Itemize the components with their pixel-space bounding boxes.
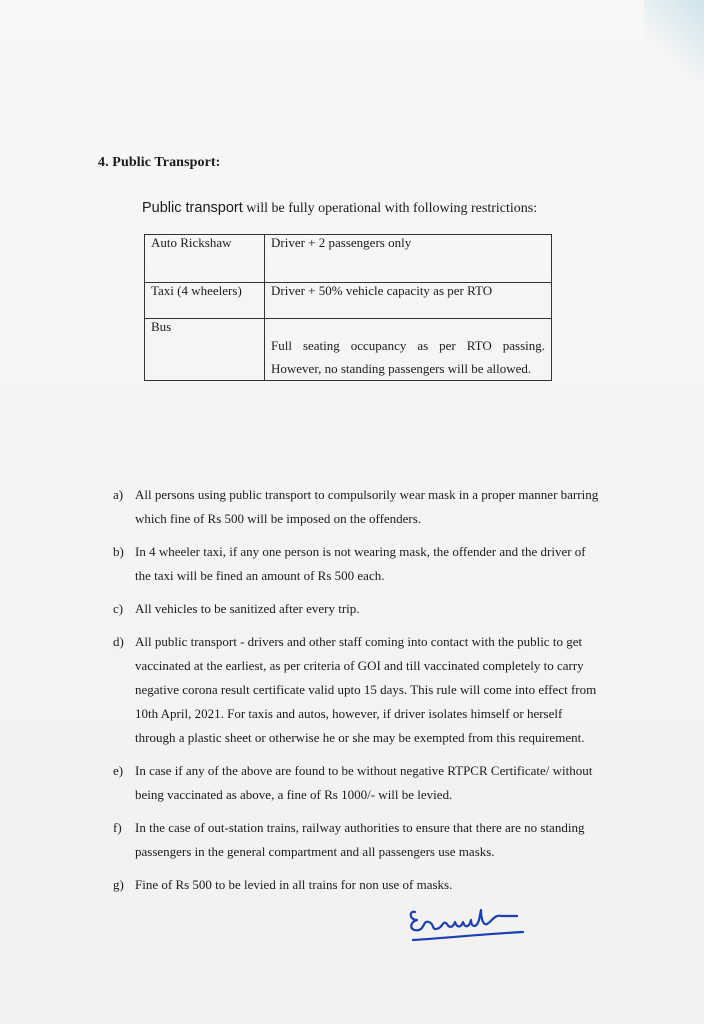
section-heading: 4. Public Transport: (98, 155, 221, 170)
intro-text (142, 200, 537, 217)
table-cell-rule: Driver + 50% vehicle capacity as per RTO (265, 283, 552, 319)
list-item-text: All public transport - drivers and other staff coming into contact with the public to get vaccinated at the earliest, as per criteria of GOI and till vaccinated completely to carry negative corona result certificate valid upto 15 days. This rule will come into effect from 10th April, 2021. For taxis and autos, however, if driver isolates himself or herself through a plastic sheet or otherwise he or she may be exempted from this requirement. (135, 634, 597, 745)
page-corner-shadow (644, 0, 704, 80)
list-item (113, 630, 603, 750)
table-row (145, 235, 552, 283)
list-item (113, 759, 603, 807)
list-item-tag: f) (113, 820, 122, 835)
table-row (145, 319, 552, 381)
table-row (145, 283, 552, 319)
handwritten-signature (405, 898, 535, 958)
list-item-text: In 4 wheeler taxi, if any one person is not wearing mask, the offender and the driver of the taxi will be fined an amount of Rs 500 each. (135, 544, 586, 583)
intro-rest: will be fully operational with following restrictions: (246, 201, 538, 216)
table-cell-mode: Auto Rickshaw (145, 235, 265, 283)
list-item (113, 873, 603, 897)
list-item-text: All vehicles to be sanitized after every trip. (135, 601, 360, 616)
table-cell-mode: Bus (145, 319, 265, 381)
list-item-text: In the case of out-station trains, railway authorities to ensure that there are no standing passengers in the general compartment and all passengers use masks. (135, 820, 585, 859)
list-item-text: Fine of Rs 500 to be levied in all trains for non use of masks. (135, 877, 453, 892)
transport-restrictions-table (144, 234, 552, 381)
list-item (113, 816, 603, 864)
table-cell-rule: Full seating occupancy as per RTO passing. However, no standing passengers will be allowed. (265, 319, 552, 381)
table-cell-mode: Taxi (4 wheelers) (145, 283, 265, 319)
table-cell-rule: Driver + 2 passengers only (265, 235, 552, 283)
list-item-tag: g) (113, 877, 124, 892)
list-item (113, 597, 603, 621)
list-item-tag: b) (113, 544, 124, 559)
list-item-tag: e) (113, 763, 124, 778)
list-item-tag: d) (113, 634, 124, 649)
rules-list (113, 483, 603, 906)
list-item-text: All persons using public transport to compulsorily wear mask in a proper manner barring which fine of Rs 500 will be imposed on the offenders. (135, 487, 599, 526)
list-item-tag: c) (113, 601, 124, 616)
list-item (113, 483, 603, 531)
intro-lead: Public transport (142, 200, 243, 216)
list-item-text: In case if any of the above are found to be without negative RTPCR Certificate/ without being vaccinated as above, a fine of Rs 1000/- will be levied. (135, 763, 593, 802)
list-item-tag: a) (113, 487, 124, 502)
list-item (113, 540, 603, 588)
